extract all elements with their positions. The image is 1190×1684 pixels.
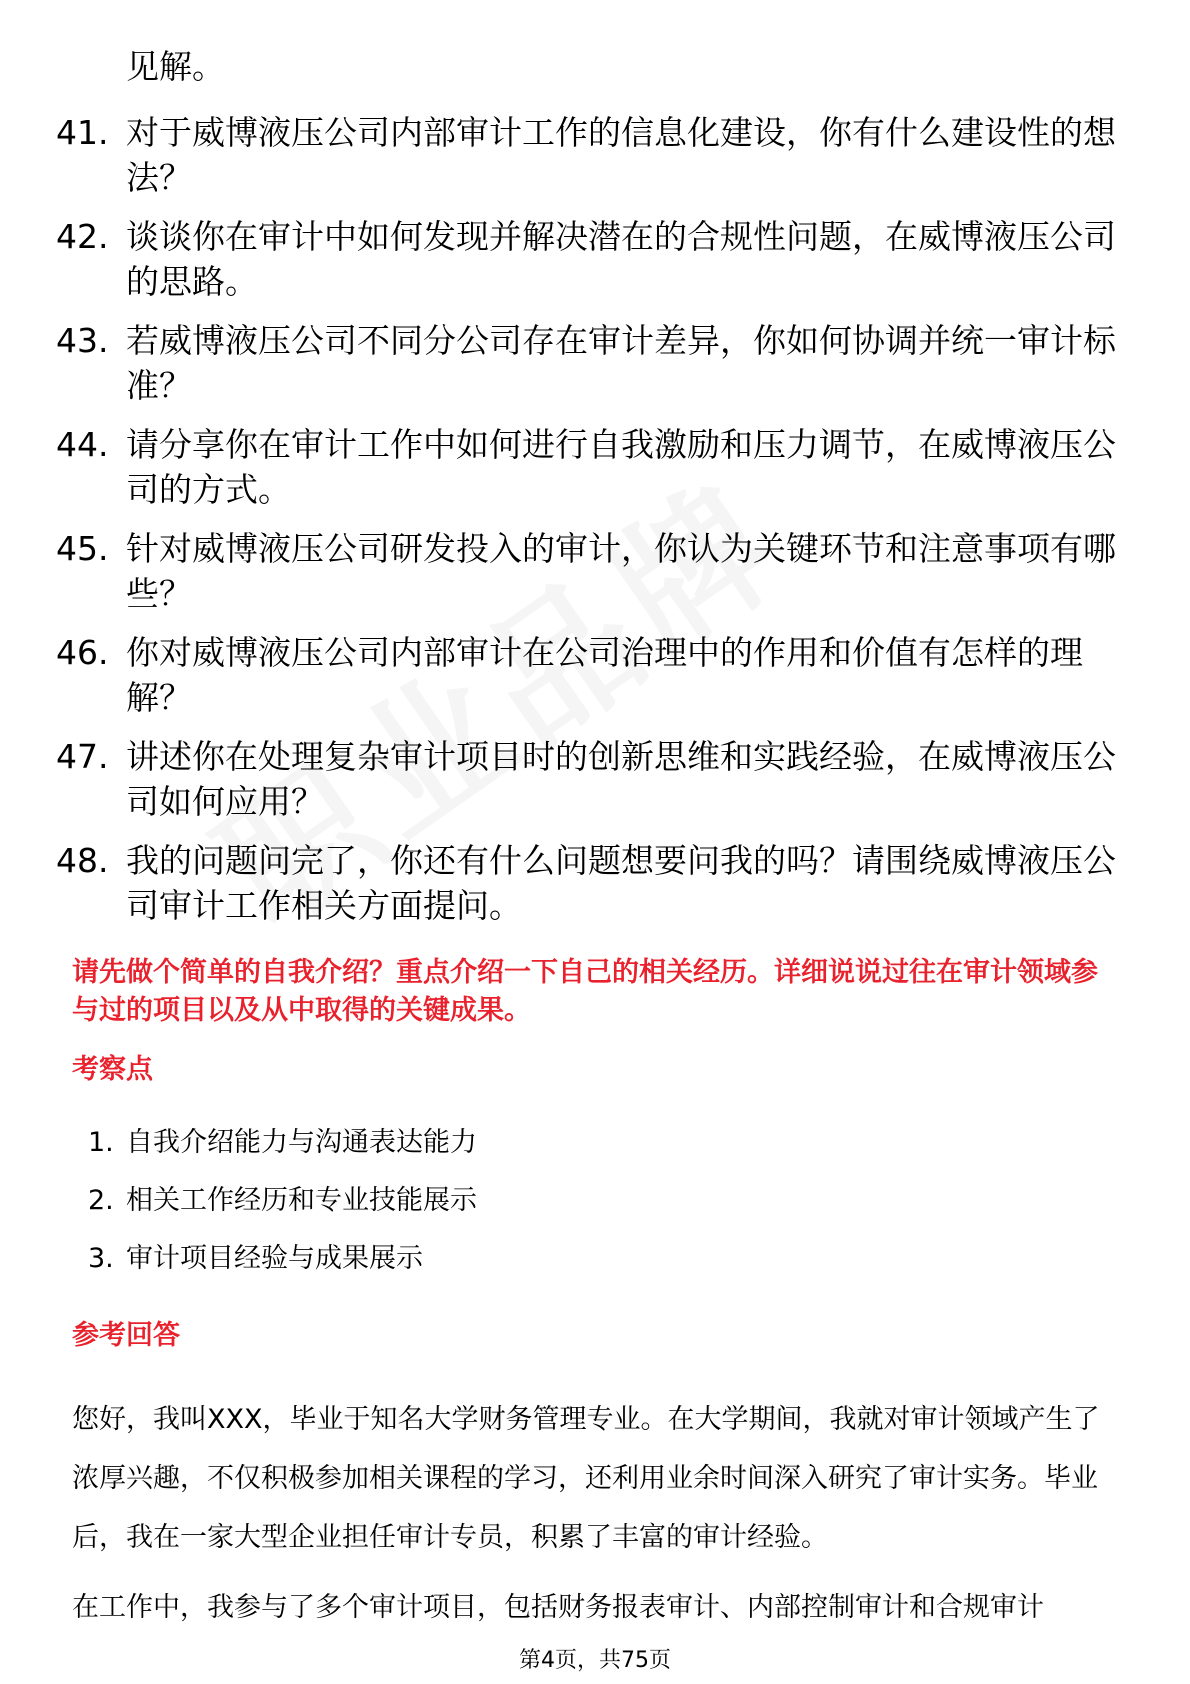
assessment-points-list (0, 1125, 1190, 1299)
question-number: 47. (56, 737, 109, 776)
previous-question-continuation: 见解。 (126, 47, 225, 86)
point-text: 自我介绍能力与沟通表达能力 (126, 1127, 477, 1158)
question-number: 41. (56, 113, 109, 152)
question-list (0, 110, 1190, 942)
question-number: 48. (56, 841, 109, 880)
point-text: 审计项目经验与成果展示 (126, 1243, 423, 1274)
answer-paragraph: 在工作中，我参与了多个审计项目，包括财务报表审计、内部控制审计和合规审计 (72, 1592, 1044, 1623)
question-item (0, 526, 1190, 630)
assessment-point (0, 1125, 1190, 1183)
question-item (0, 110, 1190, 214)
point-number: 3. (88, 1243, 114, 1274)
question-number: 45. (56, 529, 109, 568)
assessment-point (0, 1183, 1190, 1241)
question-number: 44. (56, 425, 109, 464)
question-text: 若威博液压公司不同分公司存在审计差异，你如何协调并统一审计标准？ (126, 321, 1116, 405)
answer-paragraph: 您好，我叫XXX，毕业于知名大学财务管理专业。在大学期间，我就对审计领域产生了浓厚兴趣，不仅积极参加相关课程的学习，还利用业余时间深入研究了审计实务。毕业后，我在一家大型企业担任审计专员，积累了丰富的审计经验。 (72, 1404, 1100, 1553)
highlighted-question: 请先做个简单的自我介绍？重点介绍一下自己的相关经历。详细说说过往在审计领域参与过的项目以及从中取得的关键成果。 (72, 957, 1098, 1026)
question-text: 请分享你在审计工作中如何进行自我激励和压力调节，在威博液压公司的方式。 (126, 425, 1116, 509)
answer-heading: 参考回答 (72, 1320, 180, 1351)
question-item (0, 422, 1190, 526)
question-number: 42. (56, 217, 109, 256)
question-text: 对于威博液压公司内部审计工作的信息化建设，你有什么建设性的想法？ (126, 113, 1116, 197)
question-item (0, 214, 1190, 318)
point-number: 2. (88, 1185, 114, 1216)
question-item (0, 630, 1190, 734)
point-number: 1. (88, 1127, 114, 1158)
question-text: 你对威博液压公司内部审计在公司治理中的作用和价值有怎样的理解？ (126, 633, 1083, 717)
question-text: 讲述你在处理复杂审计项目时的创新思维和实践经验，在威博液压公司如何应用？ (126, 737, 1116, 821)
page-footer: 第4页，共75页 (519, 1648, 671, 1673)
assessment-point (0, 1241, 1190, 1299)
question-number: 46. (56, 633, 109, 672)
question-item (0, 318, 1190, 422)
question-item (0, 734, 1190, 838)
question-text: 针对威博液压公司研发投入的审计，你认为关键环节和注意事项有哪些？ (126, 529, 1116, 613)
points-heading: 考察点 (72, 1054, 153, 1085)
question-text: 我的问题问完了，你还有什么问题想要问我的吗？请围绕威博液压公司审计工作相关方面提问。 (126, 841, 1116, 925)
question-number: 43. (56, 321, 109, 360)
question-text: 谈谈你在审计中如何发现并解决潜在的合规性问题，在威博液压公司的思路。 (126, 217, 1116, 301)
point-text: 相关工作经历和专业技能展示 (126, 1185, 477, 1216)
question-item (0, 838, 1190, 942)
